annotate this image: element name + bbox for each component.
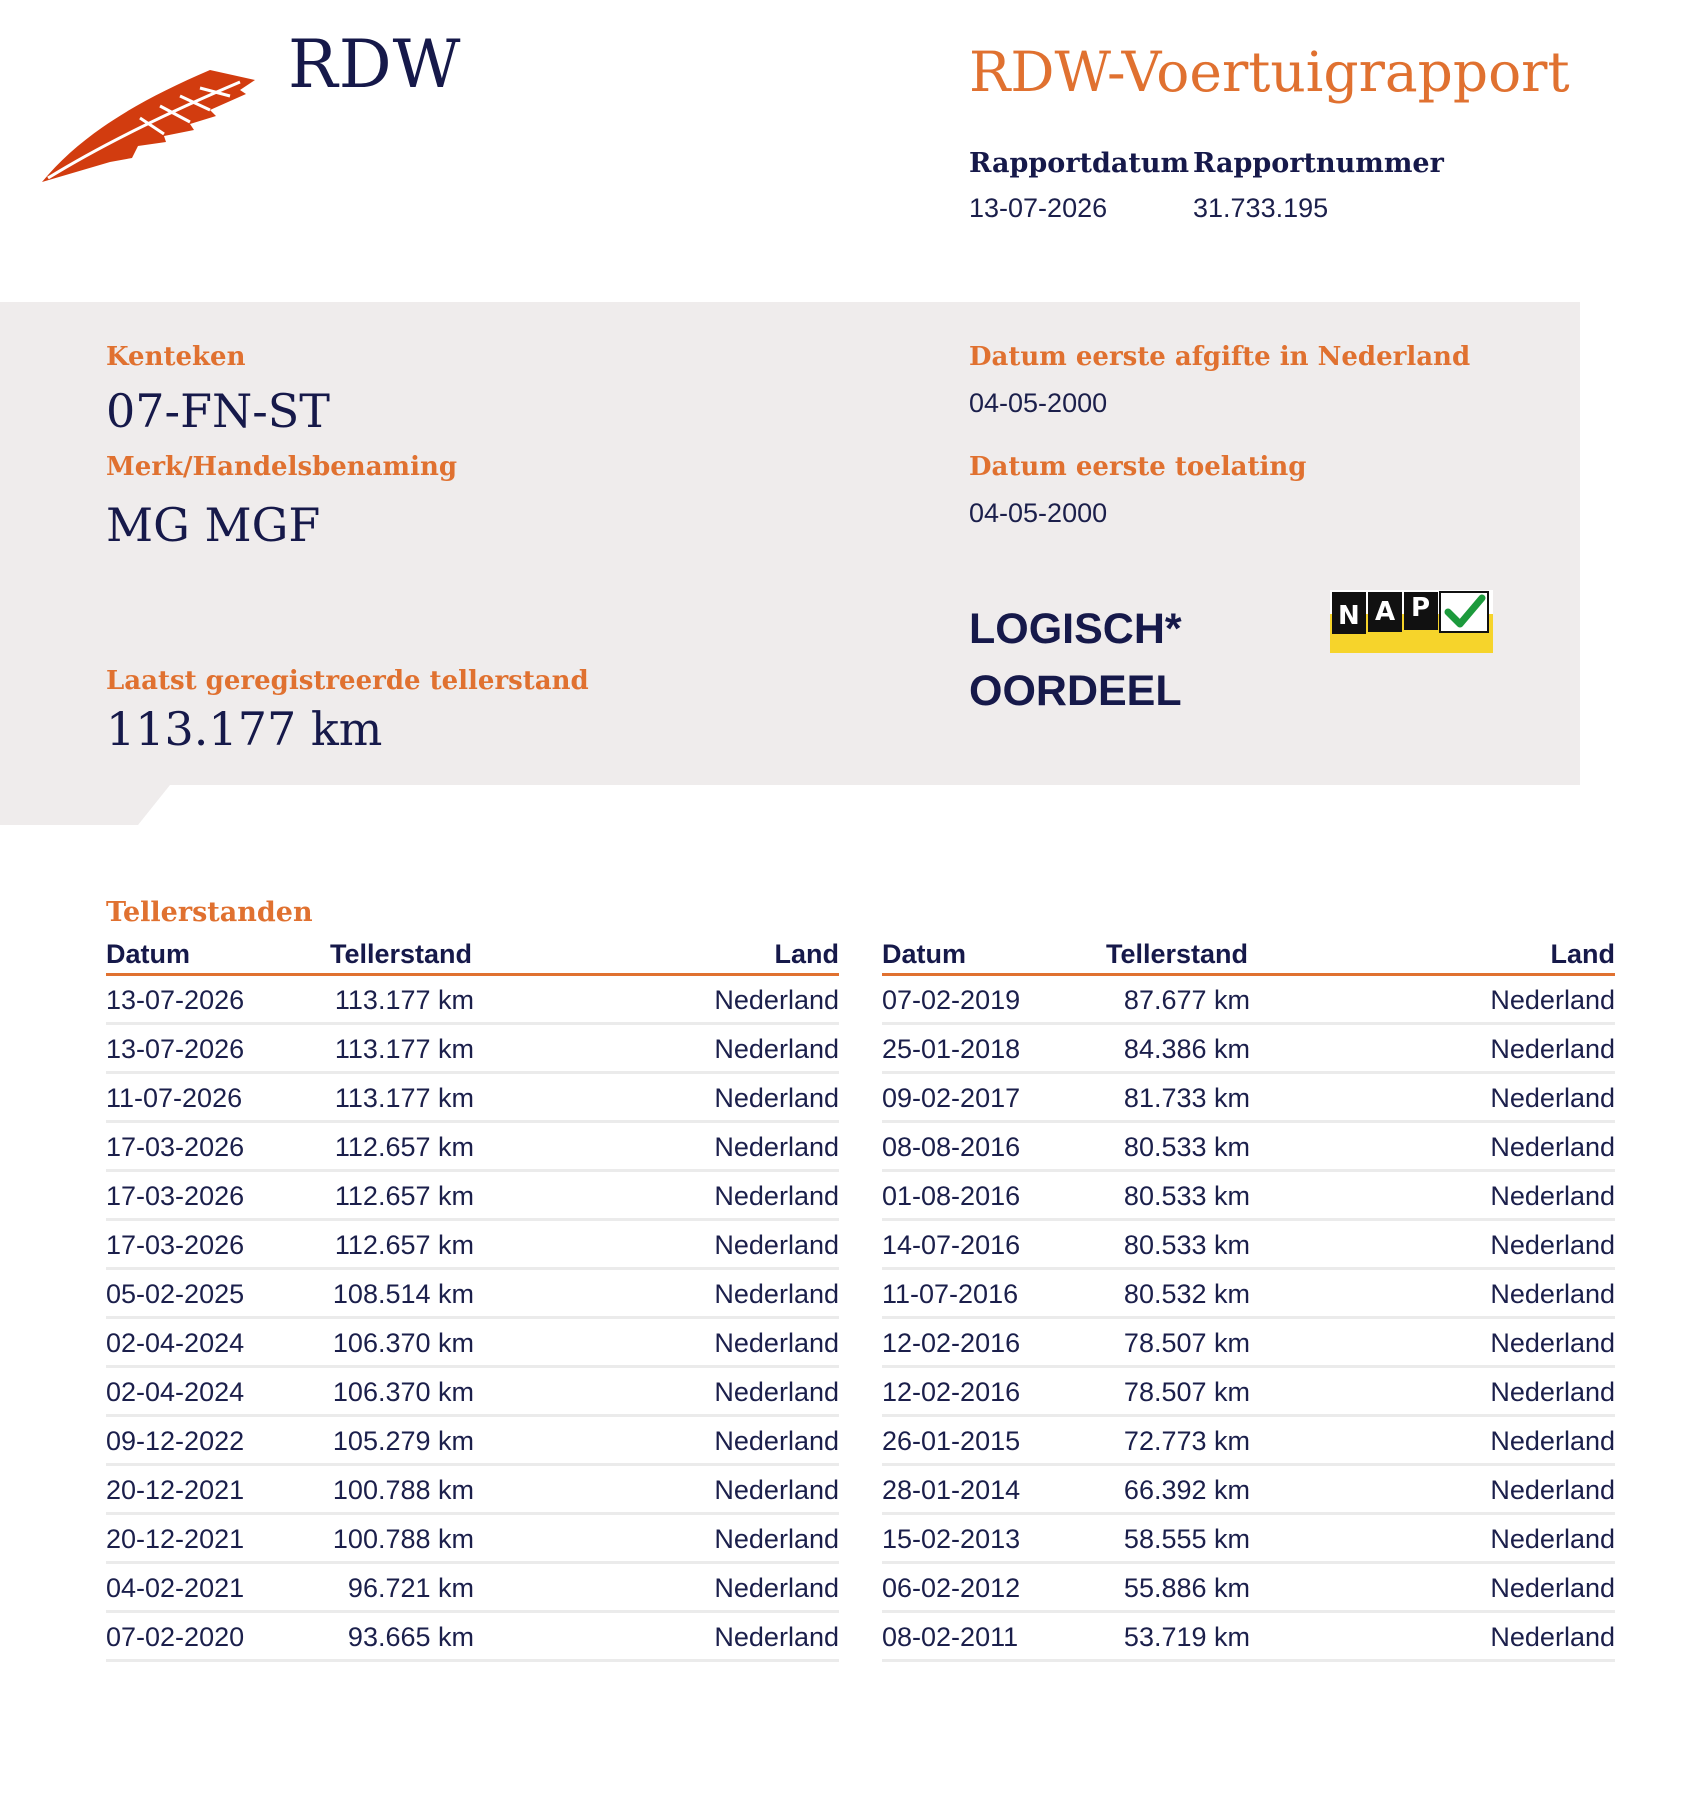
table-row	[882, 1466, 1615, 1515]
table-row	[882, 1515, 1615, 1564]
cell-date: 20-12-2021	[106, 1475, 245, 1505]
cell-reading: 113.177 km	[334, 1034, 474, 1064]
nap-logo-icon	[1330, 590, 1493, 653]
cell-date: 09-12-2022	[106, 1426, 245, 1456]
report-number-label: Rapportnummer	[1193, 148, 1444, 179]
header-reading: Tellerstand	[1106, 939, 1249, 969]
first-admission-label: Datum eerste toelating	[969, 452, 1307, 482]
cell-date: 12-02-2016	[882, 1328, 1021, 1358]
cell-country: Nederland	[714, 1083, 839, 1113]
header-country: Land	[1550, 939, 1615, 969]
cell-reading: 100.788 km	[332, 1524, 474, 1554]
cell-country: Nederland	[714, 1475, 839, 1505]
cell-reading: 112.657 km	[334, 1181, 474, 1211]
table-row	[106, 1417, 839, 1466]
cell-reading: 106.370 km	[332, 1328, 474, 1358]
cell-country: Nederland	[714, 1622, 839, 1652]
brand-label: Merk/Handelsbenaming	[106, 452, 458, 482]
cell-date: 20-12-2021	[106, 1524, 245, 1554]
cell-date: 06-02-2012	[882, 1573, 1021, 1603]
cell-country: Nederland	[714, 1524, 839, 1554]
cell-country: Nederland	[714, 1034, 839, 1064]
table-row	[106, 1221, 839, 1270]
cell-date: 08-02-2011	[882, 1622, 1019, 1652]
plate-value: 07-FN-ST	[106, 384, 330, 438]
cell-reading: 58.555 km	[1123, 1524, 1250, 1554]
mileage-value: 113.177 km	[106, 702, 383, 756]
cell-country: Nederland	[714, 1279, 839, 1309]
header-date: Datum	[882, 939, 967, 969]
cell-reading: 100.788 km	[332, 1475, 474, 1505]
table-row	[106, 976, 839, 1025]
cell-reading: 112.657 km	[334, 1230, 474, 1260]
odometer-section-title: Tellerstanden	[106, 897, 313, 928]
table-row	[106, 1074, 839, 1123]
cell-reading: 80.533 km	[1123, 1181, 1250, 1211]
table-row	[882, 1221, 1615, 1270]
cell-country: Nederland	[1490, 1083, 1615, 1113]
table-row	[106, 1025, 839, 1074]
brand-value: MG MGF	[106, 498, 321, 552]
rdw-feather-logo-icon	[40, 66, 270, 184]
cell-reading: 96.721 km	[347, 1573, 474, 1603]
cell-date: 05-02-2025	[106, 1279, 245, 1309]
mileage-label: Laatst geregistreerde tellerstand	[106, 666, 589, 696]
table-row	[106, 1172, 839, 1221]
cell-reading: 112.657 km	[334, 1132, 474, 1162]
report-date-value: 13-07-2026	[969, 193, 1108, 223]
nap-letter-n: N	[1338, 601, 1360, 631]
cell-date: 02-04-2024	[106, 1377, 245, 1407]
cell-date: 17-03-2026	[106, 1132, 245, 1162]
header-reading: Tellerstand	[330, 939, 473, 969]
table-row	[106, 1613, 839, 1662]
cell-country: Nederland	[1490, 1426, 1615, 1456]
cell-date: 11-07-2016	[882, 1279, 1019, 1309]
cell-reading: 78.507 km	[1123, 1377, 1250, 1407]
cell-reading: 87.677 km	[1123, 985, 1250, 1015]
report-date	[969, 148, 1189, 224]
cell-reading: 93.665 km	[347, 1622, 474, 1652]
table-row	[882, 1172, 1615, 1221]
cell-date: 07-02-2019	[882, 985, 1021, 1015]
first-nl-value: 04-05-2000	[969, 388, 1108, 418]
cell-reading: 105.279 km	[332, 1426, 474, 1456]
first-nl-label: Datum eerste afgifte in Nederland	[969, 342, 1471, 372]
cell-country: Nederland	[1490, 1377, 1615, 1407]
cell-country: Nederland	[714, 985, 839, 1015]
table-row	[882, 976, 1615, 1025]
cell-date: 13-07-2026	[106, 985, 245, 1015]
cell-country: Nederland	[714, 1573, 839, 1603]
panel-corner-decoration	[0, 785, 170, 825]
cell-reading: 53.719 km	[1123, 1622, 1250, 1652]
table-row	[106, 1319, 839, 1368]
cell-reading: 80.532 km	[1123, 1279, 1250, 1309]
plate-label: Kenteken	[106, 342, 246, 372]
cell-country: Nederland	[714, 1328, 839, 1358]
first-admission-value: 04-05-2000	[969, 498, 1108, 528]
table-row	[882, 1074, 1615, 1123]
cell-country: Nederland	[1490, 1181, 1615, 1211]
cell-country: Nederland	[714, 1377, 839, 1407]
verdict-line-2: OORDEEL	[969, 667, 1182, 715]
table-row	[882, 1123, 1615, 1172]
table-row	[882, 1319, 1615, 1368]
cell-reading: 81.733 km	[1123, 1083, 1250, 1113]
table-row	[882, 1270, 1615, 1319]
table-row	[882, 1417, 1615, 1466]
header-country: Land	[774, 939, 839, 969]
cell-reading: 78.507 km	[1123, 1328, 1250, 1358]
cell-date: 01-08-2016	[882, 1181, 1021, 1211]
cell-country: Nederland	[1490, 1475, 1615, 1505]
table-row	[106, 1515, 839, 1564]
table-header	[882, 937, 1615, 976]
table-row	[882, 1564, 1615, 1613]
cell-reading: 66.392 km	[1123, 1475, 1250, 1505]
table-row	[106, 1123, 839, 1172]
table-row	[106, 1270, 839, 1319]
cell-reading: 84.386 km	[1123, 1034, 1250, 1064]
cell-date: 17-03-2026	[106, 1230, 245, 1260]
verdict-line-1: LOGISCH*	[969, 605, 1182, 653]
brand-name: RDW	[288, 26, 462, 103]
cell-date: 09-02-2017	[882, 1083, 1021, 1113]
cell-date: 25-01-2018	[882, 1034, 1021, 1064]
report-title: RDW-Voertuigrapport	[969, 40, 1570, 104]
cell-date: 13-07-2026	[106, 1034, 245, 1064]
cell-country: Nederland	[714, 1132, 839, 1162]
table-row	[106, 1466, 839, 1515]
cell-date: 11-07-2026	[106, 1083, 243, 1113]
cell-reading: 113.177 km	[334, 1083, 474, 1113]
nap-letter-a: A	[1375, 597, 1396, 627]
report-number-value: 31.733.195	[1193, 193, 1329, 223]
table-header	[106, 937, 839, 976]
table-row	[106, 1368, 839, 1417]
cell-country: Nederland	[1490, 1328, 1615, 1358]
cell-country: Nederland	[714, 1426, 839, 1456]
cell-reading: 72.773 km	[1123, 1426, 1250, 1456]
cell-date: 12-02-2016	[882, 1377, 1021, 1407]
cell-date: 07-02-2020	[106, 1622, 245, 1652]
cell-country: Nederland	[1490, 985, 1615, 1015]
cell-country: Nederland	[1490, 1279, 1615, 1309]
odometer-table-left	[106, 937, 839, 1662]
cell-reading: 80.533 km	[1123, 1132, 1250, 1162]
cell-country: Nederland	[1490, 1230, 1615, 1260]
cell-date: 15-02-2013	[882, 1524, 1021, 1554]
cell-date: 02-04-2024	[106, 1328, 245, 1358]
report-number	[1193, 148, 1444, 224]
cell-date: 08-08-2016	[882, 1132, 1021, 1162]
cell-date: 14-07-2016	[882, 1230, 1021, 1260]
table-row	[882, 1025, 1615, 1074]
cell-country: Nederland	[1490, 1622, 1615, 1652]
cell-country: Nederland	[1490, 1132, 1615, 1162]
report-date-label: Rapportdatum	[969, 148, 1190, 179]
cell-reading: 113.177 km	[334, 985, 474, 1015]
cell-country: Nederland	[1490, 1034, 1615, 1064]
cell-country: Nederland	[1490, 1524, 1615, 1554]
verdict	[969, 598, 1182, 722]
cell-reading: 108.514 km	[332, 1279, 474, 1309]
cell-reading: 80.533 km	[1123, 1230, 1250, 1260]
cell-date: 04-02-2021	[106, 1573, 245, 1603]
cell-country: Nederland	[714, 1181, 839, 1211]
odometer-table-right	[882, 937, 1615, 1662]
cell-country: Nederland	[714, 1230, 839, 1260]
header-date: Datum	[106, 939, 191, 969]
cell-reading: 106.370 km	[332, 1377, 474, 1407]
table-row	[882, 1368, 1615, 1417]
cell-date: 26-01-2015	[882, 1426, 1021, 1456]
cell-country: Nederland	[1490, 1573, 1615, 1603]
cell-reading: 55.886 km	[1123, 1573, 1250, 1603]
nap-letter-p: P	[1411, 593, 1431, 623]
table-row	[106, 1564, 839, 1613]
cell-date: 28-01-2014	[882, 1475, 1021, 1505]
table-row	[882, 1613, 1615, 1662]
cell-date: 17-03-2026	[106, 1181, 245, 1211]
